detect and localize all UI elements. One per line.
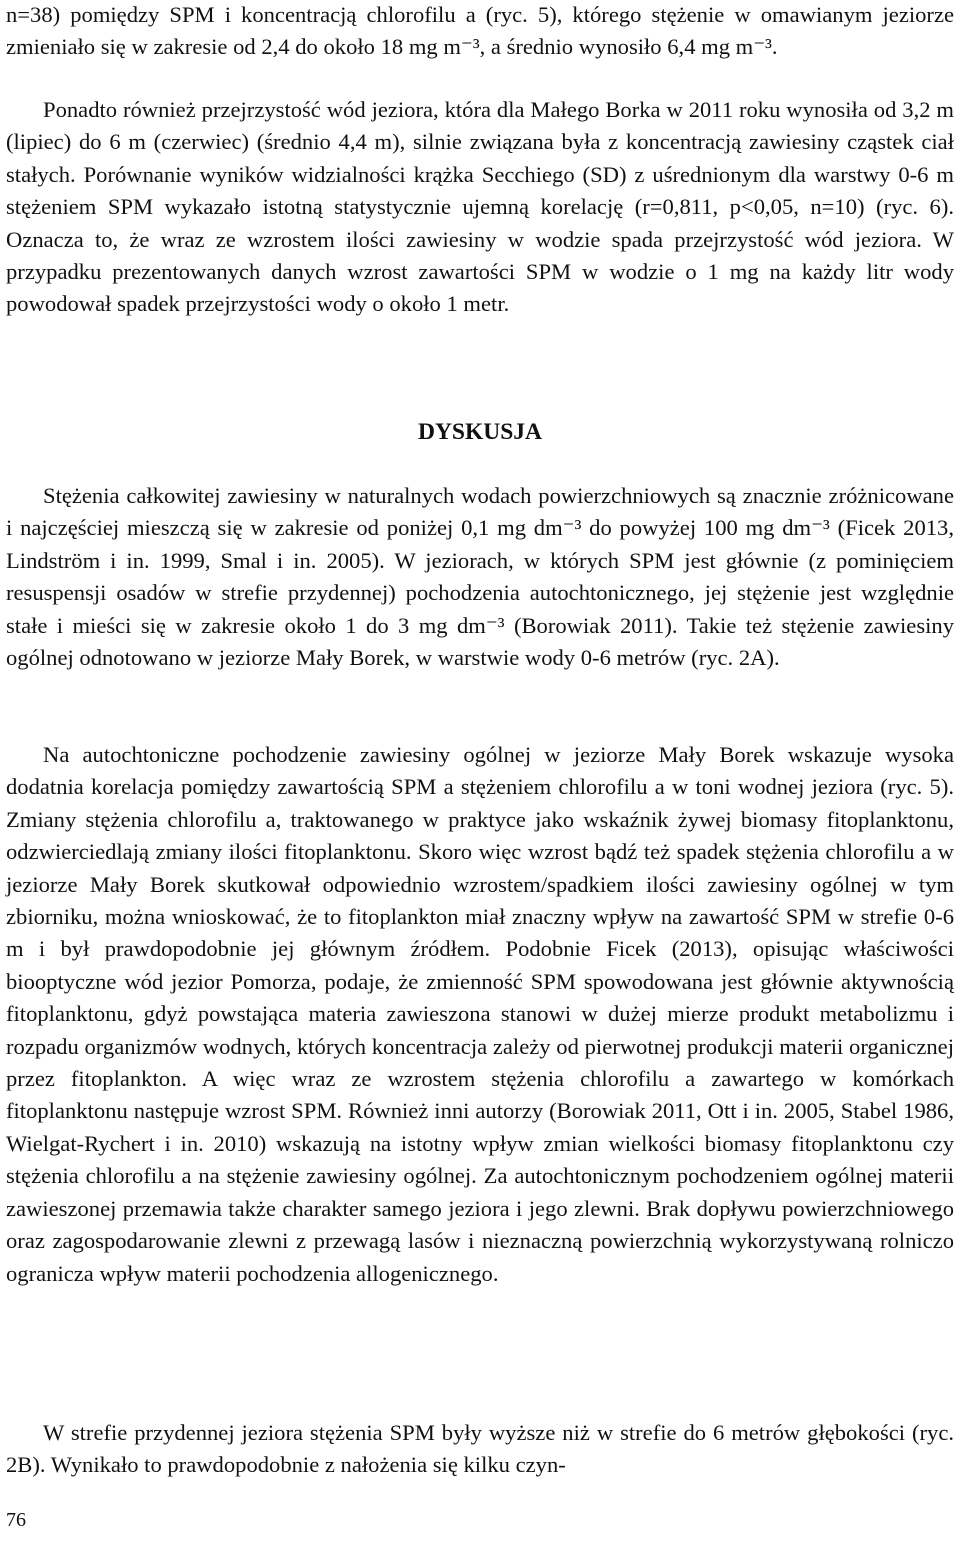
discussion-paragraph-1: Stężenia całkowitej zawiesiny w naturalnych wodach powierzchniowych są znacznie zróżnicowane i najczęściej mieszczą się w zakresie od poniżej 0,1 mg dm⁻³ do powyżej 100 mg dm⁻³ (Ficek 2013, Lindström i in. 1999, Smal i in. 2005). W jeziorach, w których SPM jest głównie (z pominięciem resuspensji osadów w strefie przydennej) pochodzenia autochtonicznego, jej stężenie jest względnie stałe i mieści się w zakresie około 1 do 3 mg dm⁻³ (Borowiak 2011). Takie też stężenie zawiesiny ogólnej odnotowano w jeziorze Mały Borek, w warstwie wody 0-6 metrów (ryc. 2A). (6, 483, 954, 671)
section-heading: DYSKUSJA (417, 419, 543, 445)
page-number: 76 (6, 1509, 26, 1531)
discussion-paragraph-3: W strefie przydennej jeziora stężenia SPM były wyższe niż w strefie do 6 metrów głębokości (ryc. 2B). Wynikało to prawdopodobnie z nałożenia się kilku czyn- (6, 1420, 954, 1478)
results-paragraph-1: n=38) pomiędzy SPM i koncentracją chlorofilu a (ryc. 5), którego stężenie w omawianym jeziorze zmieniało się w zakresie od 2,4 do około 18 mg m⁻³, a średnio wynosiło 6,4 mg m⁻³. (6, 2, 954, 60)
discussion-paragraph-2: Na autochtoniczne pochodzenie zawiesiny ogólnej w jeziorze Mały Borek wskazuje wysoka dodatnia korelacja pomiędzy zawartością SPM a stężeniem chlorofilu a w toni wodnej jeziora (ryc. 5). Zmiany stężenia chlorofilu a, traktowanego w praktyce jako wskaźnik żywej biomasy fitoplanktonu, odzwierciedlają zmiany ilości fitoplanktonu. Skoro więc wzrost bądź też spadek stężenia chlorofilu a w jeziorze Mały Borek skutkował odpowiednio wzrostem/spadkiem ilości zawiesiny ogólnej w tym zbiorniku, można wnioskować, że to fitoplankton miał znaczny wpływ na zawartość SPM w strefie 0-6 m i był prawdopodobnie jej głównym źródłem. Podobnie Ficek (2013), opisując właściwości biooptyczne wód jezior Pomorza, podaje, że zmienność SPM spowodowana jest głównie aktywnością fitoplanktonu, gdyż powstająca materia zawieszona stanowi w dużej mierze produkt metabolizmu i rozpadu organizmów wodnych, których koncentracja zależy od pierwotnej produkcji materii organicznej przez fitoplankton. A więc wraz ze wzrostem stężenia chlorofilu a zawartego w komórkach fitoplanktonu następuje wzrost SPM. Również inni autorzy (Borowiak 2011, Ott i in. 2005, Stabel 1986, Wielgat-Rychert i in. 2010) wskazują na istotny wpływ zmian wielkości biomasy fitoplanktonu czy stężenia chlorofilu a na stężenie zawiesiny ogólnej. Za autochtonicznym pochodzeniem ogólnej materii zawieszonej przemawia także charakter samego jeziora i jego zlewni. Brak dopływu powierzchniowego oraz zagospodarowanie zlewni z przewagą lasów i nieznaczną powierzchnią wykorzystywaną rolniczo ogranicza wpływ materii pochodzenia allogenicznego. (6, 742, 954, 1286)
results-paragraph-2: Ponadto również przejrzystość wód jeziora, która dla Małego Borka w 2011 roku wynosiła od 3,2 m (lipiec) do 6 m (czerwiec) (średnio 4,4 m), silnie związana była z koncentracją zawiesiny cząstek ciał stałych. Porównanie wyników widzialności krążka Secchiego (SD) z uśrednionym dla warstwy 0-6 m stężeniem SPM wykazało istotną statystycznie ujemną korelację (r=0,811, p<0,05, n=10) (ryc. 6). Oznacza to, że wraz ze wzrostem ilości zawiesiny w wodzie spada przejrzystość wód jeziora. W przypadku prezentowanych danych wzrost zawartości SPM w wodzie o 1 mg na każdy litr wody powodował spadek przejrzystości wody o około 1 metr. (6, 97, 954, 317)
